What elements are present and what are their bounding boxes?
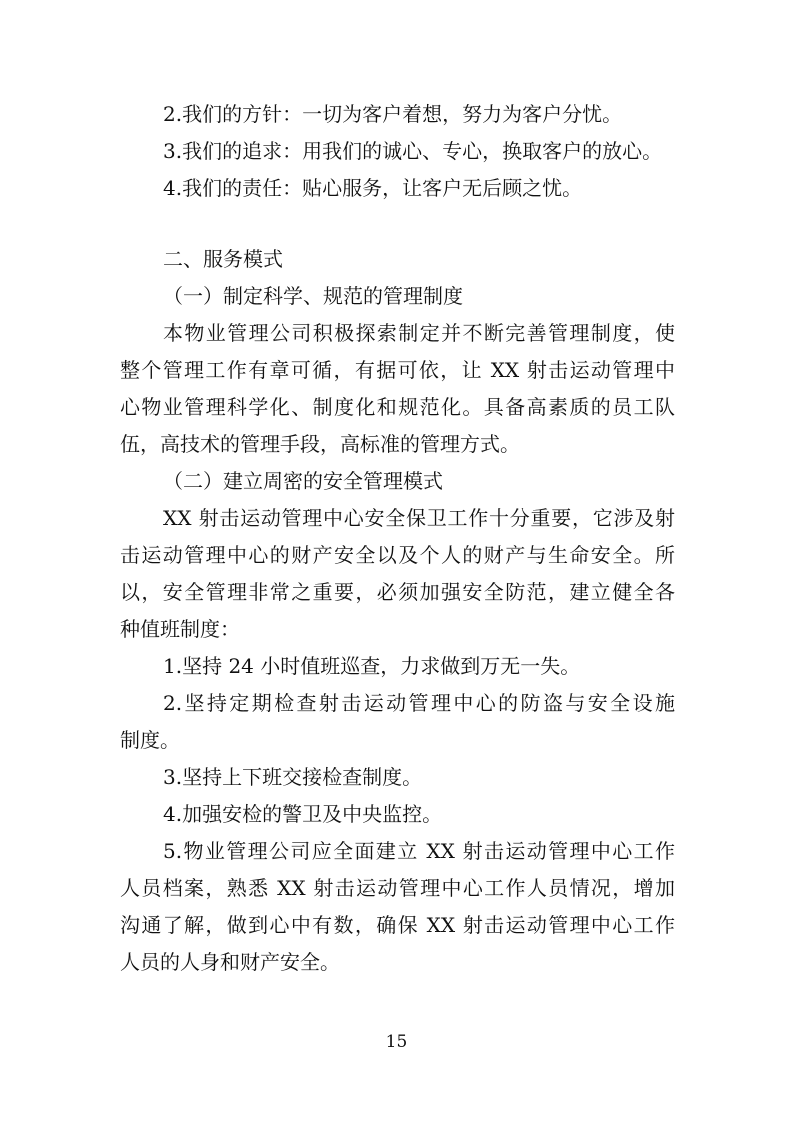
section-heading: 二、服务模式 <box>163 247 283 271</box>
paragraph-line: 本物业管理公司积极探索制定并不断完善管理制度，使 <box>163 321 675 345</box>
duty-item-1: 1.坚持 24 小时值班巡查，力求做到万无一失。 <box>163 654 581 678</box>
paragraph-line: 5.物业管理公司应全面建立 XX 射击运动管理中心工作 <box>163 839 675 863</box>
paragraph-line: 沟通了解，做到心中有数，确保 XX 射击运动管理中心工作 <box>120 913 675 937</box>
duty-item-2-cont: 制度。 <box>120 728 180 752</box>
subsection-1-title: （一）制定科学、规范的管理制度 <box>163 284 463 308</box>
principle-item-3: 3.我们的追求：用我们的诚心、专心，换取客户的放心。 <box>163 139 663 163</box>
duty-item-5 <box>120 833 675 981</box>
principle-item-4: 4.我们的责任：贴心服务，让客户无后顾之忧。 <box>163 176 583 200</box>
page-content <box>120 96 675 981</box>
paragraph-line: 整个管理工作有章可循，有据可依，让 XX 射击运动管理中 <box>120 358 675 382</box>
subsection-2-paragraph <box>120 500 675 648</box>
section-gap <box>120 207 675 241</box>
paragraph-line: 人员的人身和财产安全。 <box>120 950 340 974</box>
paragraph-line: 以，安全管理非常之重要，必须加强安全防范，建立健全各 <box>120 580 675 604</box>
paragraph-line: 击运动管理中心的财产安全以及个人的财产与生命安全。所 <box>120 543 675 567</box>
principle-item-2: 2.我们的方针：一切为客户着想，努力为客户分忧。 <box>163 102 623 126</box>
paragraph-line: 心物业管理科学化、制度化和规范化。具备高素质的员工队 <box>120 395 675 419</box>
subsection-2-title: （二）建立周密的安全管理模式 <box>163 469 443 493</box>
subsection-1-paragraph <box>120 315 675 463</box>
duty-item-2: 2.坚持定期检查射击运动管理中心的防盗与安全设施 <box>163 691 675 715</box>
paragraph-line: 伍，高技术的管理手段，高标准的管理方式。 <box>120 432 520 456</box>
page-number: 15 <box>385 1032 408 1052</box>
duty-item-4: 4.加强安检的警卫及中央监控。 <box>163 802 443 826</box>
paragraph-line: 人员档案，熟悉 XX 射击运动管理中心工作人员情况，增加 <box>120 876 675 900</box>
paragraph-line: XX 射击运动管理中心安全保卫工作十分重要，它涉及射 <box>163 506 675 530</box>
paragraph-line: 种值班制度： <box>120 617 240 641</box>
duty-item-3: 3.坚持上下班交接检查制度。 <box>163 765 423 789</box>
